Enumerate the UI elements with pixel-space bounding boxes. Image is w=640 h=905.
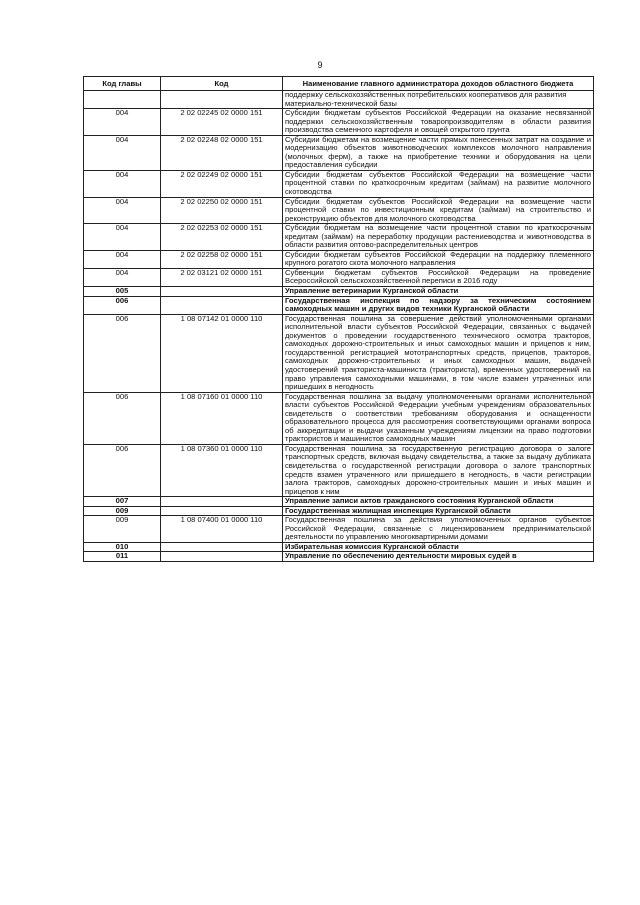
table-row [84, 197, 594, 224]
row-administrator-name: Субсидии бюджетам на возмещение части процентной ставки по краткосрочным кредитам (займам) на переработку продукции растениеводства и животноводства в области развития оптово-распределительных центров [283, 224, 594, 251]
row-code: 1 08 07360 01 0000 110 [161, 444, 283, 496]
row-administrator-name: Субсидии бюджетам на возмещение части прямых понесенных затрат на создание и модернизацию объектов животноводческих комплексов молочного направления (молочных ферм), а также на приобретение техники и оборудования на цели предоставления субсидии [283, 135, 594, 170]
row-administrator-name: Государственная пошлина за действия уполномоченных органов субъектов Российской Федерации, связанные с лицензированием предпринимательской деятельности по управлению многоквартирными домами [283, 516, 594, 543]
row-chapter-code: 006 [84, 314, 161, 392]
row-administrator-name: Управление записи актов гражданского состояния Курганской области [283, 497, 594, 507]
row-chapter-code: 009 [84, 506, 161, 516]
table-row [84, 516, 594, 543]
table-row [84, 287, 594, 297]
row-administrator-name: Субсидии бюджетам субъектов Российской Федерации на возмещение части процентной ставки по инвестиционным кредитам (займам) на строительство и реконструкцию объектов для молочного скотоводства [283, 197, 594, 224]
row-code [161, 552, 283, 562]
row-chapter-code: 005 [84, 287, 161, 297]
table-row [84, 91, 594, 109]
row-code: 1 08 07142 01 0000 110 [161, 314, 283, 392]
row-chapter-code: 004 [84, 197, 161, 224]
table-row [84, 109, 594, 136]
row-chapter-code: 004 [84, 268, 161, 286]
table-row [84, 444, 594, 496]
header-chapter-code: Код главы [84, 77, 161, 91]
row-chapter-code: 004 [84, 250, 161, 268]
row-administrator-name: Избирательная комиссия Курганской области [283, 542, 594, 552]
row-chapter-code: 007 [84, 497, 161, 507]
row-code [161, 287, 283, 297]
row-administrator-name: Управление ветеринарии Курганской области [283, 287, 594, 297]
row-code: 2 02 02250 02 0000 151 [161, 197, 283, 224]
row-code: 1 08 07160 01 0000 110 [161, 392, 283, 444]
table-row [84, 250, 594, 268]
row-code: 2 02 02245 02 0000 151 [161, 109, 283, 136]
row-administrator-name: Государственная инспекция по надзору за техническим состоянием самоходных машин и других видов техники Курганской области [283, 296, 594, 314]
header-code: Код [161, 77, 283, 91]
row-administrator-name: Государственная жилищная инспекция Курганской области [283, 506, 594, 516]
row-administrator-name: Государственная пошлина за совершение действий уполномоченными органами исполнительной власти субъектов Российской Федерации, связанных с выдачей документов о проведении государственного технического осмотра тракторов, самоходных дорожно-строительных и иных самоходных машин и прицепов к ним, государственной регистрацией мототранспортных средств, прицепов, тракторов, самоходных дорожно-строительных и иных самоходных машин, выдачей удостоверений тракториста-машиниста (тракториста), временных удостоверений на право управления самоходными машинами, в том числе взамен утраченных или пришедших в негодность [283, 314, 594, 392]
row-chapter-code: 004 [84, 224, 161, 251]
row-code [161, 296, 283, 314]
row-chapter-code: 004 [84, 109, 161, 136]
row-administrator-name: Государственная пошлина за выдачу уполномоченными органами исполнительной власти субъектов Российской Федерации учебным учреждениям образовательных свидетельств о соответствии требованиям оборудования и оснащенности образовательного процесса для рассмотрения соответствующими органами вопроса об аккредитации и выдачи указанным учреждениям лицензии на право подготовки трактористов и машинистов самоходных машин [283, 392, 594, 444]
row-chapter-code: 004 [84, 170, 161, 197]
row-code: 2 02 02248 02 0000 151 [161, 135, 283, 170]
row-chapter-code: 006 [84, 444, 161, 496]
table-row [84, 314, 594, 392]
row-chapter-code: 006 [84, 392, 161, 444]
table-row [84, 392, 594, 444]
row-administrator-name: Субвенции бюджетам субъектов Российской Федерации на проведение Всероссийской сельскохозяйственной переписи в 2016 году [283, 268, 594, 286]
row-chapter-code: 009 [84, 516, 161, 543]
row-administrator-name: Субсидии бюджетам субъектов Российской Федерации на возмещение части процентной ставки по краткосрочным кредитам (займам) на развитие молочного скотоводства [283, 170, 594, 197]
table-row [84, 552, 594, 562]
table-row [84, 224, 594, 251]
row-code: 2 02 02258 02 0000 151 [161, 250, 283, 268]
row-chapter-code [84, 91, 161, 109]
table-row [84, 296, 594, 314]
row-administrator-name: Субсидии бюджетам субъектов Российской Федерации на поддержку племенного крупного рогатого скота молочного направления [283, 250, 594, 268]
row-administrator-name: поддержку сельскохозяйственных потребительских кооперативов для развития материально-технической базы [283, 91, 594, 109]
row-code [161, 497, 283, 507]
table-row [84, 170, 594, 197]
table-header-row [84, 77, 594, 91]
row-code: 1 08 07400 01 0000 110 [161, 516, 283, 543]
row-administrator-name: Государственная пошлина за государственную регистрацию договора о залоге транспортных средств, включая выдачу свидетельства, а также за выдачу дубликата свидетельства о государственной регистрации договора о залоге транспортных средств взамен утраченного или пришедшего в негодность, в части регистрации залога тракторов, самоходных дорожно-строительных машин и иных машин и прицепов к ним [283, 444, 594, 496]
row-code [161, 91, 283, 109]
row-code [161, 542, 283, 552]
row-administrator-name: Управление по обеспечению деятельности мировых судей в [283, 552, 594, 562]
page-number: 9 [317, 60, 323, 70]
row-chapter-code: 004 [84, 135, 161, 170]
row-code: 2 02 02253 02 0000 151 [161, 224, 283, 251]
row-chapter-code: 006 [84, 296, 161, 314]
revenue-administrators-table [83, 76, 594, 562]
row-chapter-code: 010 [84, 542, 161, 552]
table-row [84, 135, 594, 170]
header-administrator-name: Наименование главного администратора доходов областного бюджета [283, 77, 594, 91]
row-code: 2 02 02249 02 0000 151 [161, 170, 283, 197]
row-code: 2 02 03121 02 0000 151 [161, 268, 283, 286]
table-row [84, 268, 594, 286]
row-administrator-name: Субсидии бюджетам субъектов Российской Федерации на оказание несвязанной поддержки сельскохозяйственным товаропроизводителям в области развития производства семенного картофеля и овощей открытого грунта [283, 109, 594, 136]
row-chapter-code: 011 [84, 552, 161, 562]
table-body [84, 91, 594, 562]
table-row [84, 497, 594, 507]
